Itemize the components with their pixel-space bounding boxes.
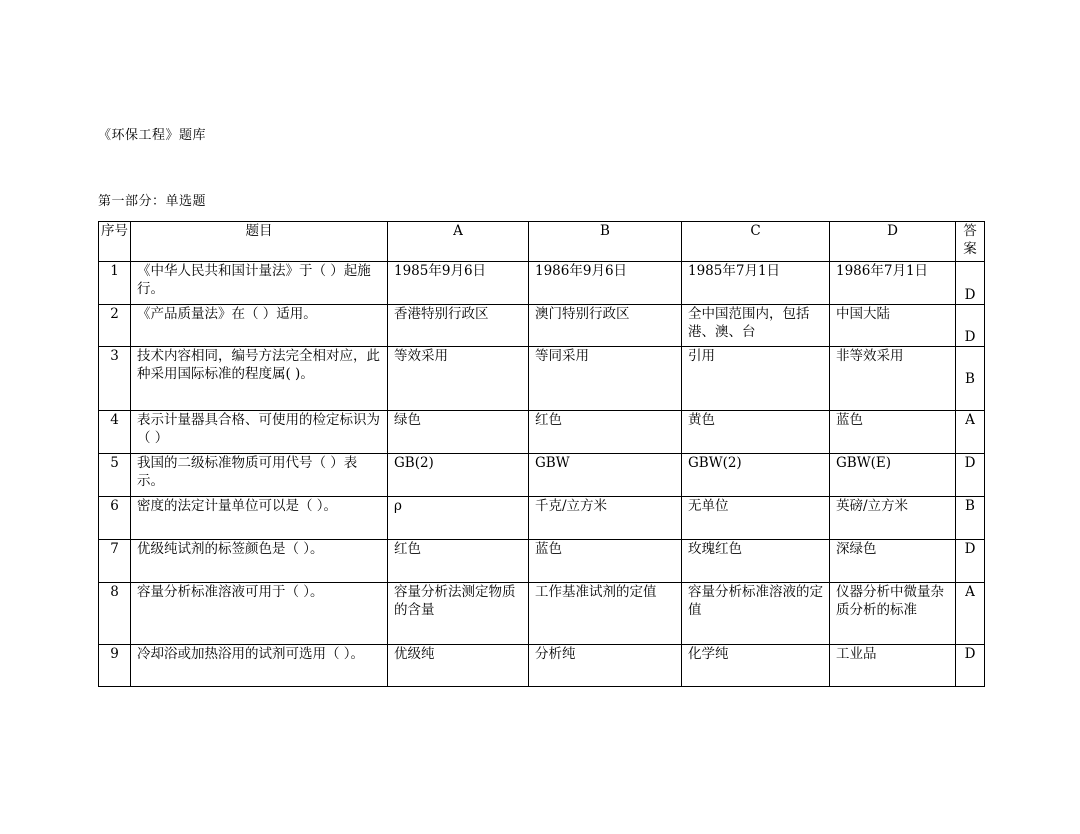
row-option-b: 分析纯 (529, 645, 682, 687)
table-row (99, 540, 985, 583)
row-option-c: 1985年7月1日 (682, 262, 830, 305)
row-question: 表示计量器具合格、可使用的检定标识为（ ） (131, 411, 388, 454)
row-option-c: 全中国范围内，包括港、澳、台 (682, 305, 830, 347)
row-num: 3 (99, 347, 131, 411)
row-option-d: 中国大陆 (830, 305, 956, 347)
header-d: D (830, 222, 956, 262)
row-answer: B (956, 497, 985, 540)
row-option-d: 1986年7月1日 (830, 262, 956, 305)
row-option-d: 蓝色 (830, 411, 956, 454)
row-option-a: 红色 (388, 540, 529, 583)
row-option-d: 非等效采用 (830, 347, 956, 411)
row-option-c: 玫瑰红色 (682, 540, 830, 583)
question-table (98, 221, 985, 687)
document-title: 《环保工程》题库 (98, 128, 207, 143)
row-option-a: 容量分析法测定物质的含量 (388, 583, 529, 645)
table-row (99, 583, 985, 645)
header-num: 序号 (99, 222, 131, 262)
row-option-a: 等效采用 (388, 347, 529, 411)
row-option-a: 1985年9月6日 (388, 262, 529, 305)
row-answer: B (956, 347, 985, 411)
row-answer: D (956, 540, 985, 583)
row-option-c: 黄色 (682, 411, 830, 454)
row-answer: D (956, 645, 985, 687)
row-option-d: GBW(E) (830, 454, 956, 497)
row-option-d: 工业品 (830, 645, 956, 687)
row-option-b: 红色 (529, 411, 682, 454)
row-answer: D (956, 262, 985, 305)
row-answer: A (956, 411, 985, 454)
row-question: 我国的二级标准物质可用代号（ ）表示。 (131, 454, 388, 497)
row-answer: D (956, 305, 985, 347)
header-b: B (529, 222, 682, 262)
row-option-c: 引用 (682, 347, 830, 411)
row-question: 密度的法定计量单位可以是（ ）。 (131, 497, 388, 540)
table-row (99, 305, 985, 347)
row-option-c: GBW(2) (682, 454, 830, 497)
row-option-b: 蓝色 (529, 540, 682, 583)
row-num: 5 (99, 454, 131, 497)
row-option-a: 香港特别行政区 (388, 305, 529, 347)
row-num: 7 (99, 540, 131, 583)
row-option-a: 绿色 (388, 411, 529, 454)
header-question: 题目 (131, 222, 388, 262)
section-title: 第一部分：单选题 (98, 194, 207, 209)
row-question: 《产品质量法》在（ ）适用。 (131, 305, 388, 347)
row-option-b: 1986年9月6日 (529, 262, 682, 305)
row-option-b: GBW (529, 454, 682, 497)
row-question: 技术内容相同，编号方法完全相对应，此种采用国际标准的程度属( )。 (131, 347, 388, 411)
header-c: C (682, 222, 830, 262)
table-row (99, 645, 985, 687)
row-num: 8 (99, 583, 131, 645)
row-option-a: ρ (388, 497, 529, 540)
row-option-d: 英磅/立方米 (830, 497, 956, 540)
row-option-d: 仪器分析中微量杂质分析的标准 (830, 583, 956, 645)
table-row (99, 262, 985, 305)
row-question: 优级纯试剂的标签颜色是（ ）。 (131, 540, 388, 583)
row-num: 4 (99, 411, 131, 454)
header-answer: 答案 (956, 222, 985, 262)
header-row (99, 222, 985, 262)
header-a: A (388, 222, 529, 262)
table-row (99, 497, 985, 540)
row-option-b: 澳门特别行政区 (529, 305, 682, 347)
row-question: 《中华人民共和国计量法》于（ ）起施行。 (131, 262, 388, 305)
row-option-d: 深绿色 (830, 540, 956, 583)
row-option-c: 容量分析标准溶液的定值 (682, 583, 830, 645)
row-option-a: 优级纯 (388, 645, 529, 687)
row-num: 1 (99, 262, 131, 305)
row-question: 冷却浴或加热浴用的试剂可选用（ ）。 (131, 645, 388, 687)
row-num: 2 (99, 305, 131, 347)
row-question: 容量分析标准溶液可用于（ ）。 (131, 583, 388, 645)
table-row (99, 411, 985, 454)
table-row (99, 454, 985, 497)
row-option-b: 千克/立方米 (529, 497, 682, 540)
table-row (99, 347, 985, 411)
row-num: 9 (99, 645, 131, 687)
row-answer: A (956, 583, 985, 645)
row-option-c: 无单位 (682, 497, 830, 540)
row-option-a: GB(2) (388, 454, 529, 497)
row-answer: D (956, 454, 985, 497)
row-option-b: 等同采用 (529, 347, 682, 411)
row-num: 6 (99, 497, 131, 540)
row-option-c: 化学纯 (682, 645, 830, 687)
row-option-b: 工作基准试剂的定值 (529, 583, 682, 645)
